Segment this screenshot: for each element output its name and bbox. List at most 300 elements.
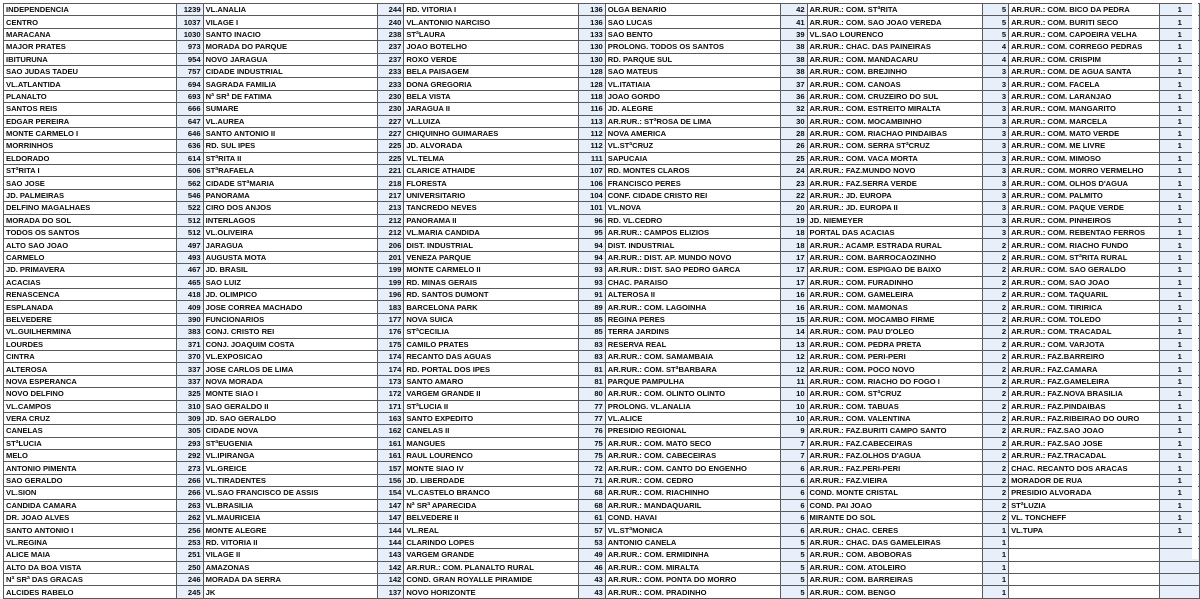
neighborhood-name-cell: COND. HAVAI: [605, 512, 780, 524]
neighborhood-name-cell: JD. LIBERDADE: [404, 474, 579, 486]
table-row: [4, 536, 1200, 548]
neighborhood-name-cell: AR.RUR.: FAZ.SERRA VERDE: [807, 177, 982, 189]
table-row: [4, 264, 1200, 276]
count-cell: 6: [781, 487, 807, 499]
count-cell: 3: [982, 177, 1008, 189]
neighborhood-name-cell: VL.SION: [4, 487, 177, 499]
count-cell: 3: [982, 214, 1008, 226]
count-cell: 1: [1160, 450, 1200, 462]
count-cell: 2: [982, 301, 1008, 313]
neighborhood-name-cell: AR.RUR.: COM. RIACHAO PINDAIBAS: [807, 127, 982, 139]
count-cell: 130: [579, 41, 606, 53]
count-cell: 46: [579, 561, 606, 573]
neighborhood-name-cell: VERA CRUZ: [4, 412, 177, 424]
neighborhood-name-cell: AR.RUR.: COM. VARJOTA: [1009, 338, 1160, 350]
table-row: [4, 586, 1200, 598]
neighborhood-name-cell: AR.RUR.: COM. ATOLEIRO: [807, 561, 982, 573]
count-cell: 94: [579, 239, 606, 251]
neighborhood-name-cell: AR.RUR.: COM. PINHEIROS: [1009, 214, 1160, 226]
count-cell: 173: [377, 375, 404, 387]
neighborhood-name-cell: VL.CAMPOS: [4, 400, 177, 412]
count-cell: 163: [377, 412, 404, 424]
count-cell: 71: [579, 474, 606, 486]
neighborhood-name-cell: AR.RUR.: COM. SAO JOAO: [1009, 276, 1160, 288]
count-cell: 546: [176, 189, 203, 201]
neighborhood-name-cell: ANTONIO CANELA: [605, 536, 780, 548]
count-cell: 666: [176, 103, 203, 115]
neighborhood-name-cell: ALTO DA BOA VISTA: [4, 561, 177, 573]
count-cell: 1: [1160, 214, 1200, 226]
table-row: [4, 301, 1200, 313]
neighborhood-name-cell: AR.RUR.: FAZ.CAMARA: [1009, 363, 1160, 375]
neighborhood-name-cell: AR.RUR.: COM. GAMELEIRA: [807, 288, 982, 300]
table-row: [4, 189, 1200, 201]
count-cell: 2: [982, 338, 1008, 350]
neighborhood-name-cell: VL.ITATIAIA: [605, 78, 780, 90]
neighborhood-name-cell: ALTO SAO JOAO: [4, 239, 177, 251]
table-row: [4, 103, 1200, 115]
count-cell: 49: [579, 549, 606, 561]
neighborhood-name-cell: MORRINHOS: [4, 140, 177, 152]
count-cell: 83: [579, 338, 606, 350]
count-cell: 2: [982, 512, 1008, 524]
count-cell: 217: [377, 189, 404, 201]
neighborhood-name-cell: VARGEM GRANDE: [404, 549, 579, 561]
neighborhood-name-cell: JOAO GORDO: [605, 90, 780, 102]
table-row: [4, 152, 1200, 164]
count-cell: 2: [982, 363, 1008, 375]
count-cell: 3: [982, 189, 1008, 201]
count-cell: 17: [781, 264, 807, 276]
neighborhood-name-cell: AR.RUR.: STªROSA DE LIMA: [605, 115, 780, 127]
neighborhood-name-cell: NOVA AMERICA: [605, 127, 780, 139]
table-row: [4, 177, 1200, 189]
count-cell: 1: [1160, 388, 1200, 400]
neighborhood-name-cell: SAO GERALDO II: [203, 400, 377, 412]
count-cell: 2: [982, 462, 1008, 474]
neighborhood-name-cell: AR.RUR.: FAZ.OLHOS D'AGUA: [807, 450, 982, 462]
count-cell: 213: [377, 202, 404, 214]
count-cell: 337: [176, 363, 203, 375]
count-cell: 22: [781, 189, 807, 201]
count-cell: 253: [176, 536, 203, 548]
count-cell: 104: [579, 189, 606, 201]
count-cell: 1: [1160, 65, 1200, 77]
neighborhood-name-cell: COND. GRAN ROYALLE PIRAMIDE: [404, 573, 579, 585]
count-cell: 57: [579, 524, 606, 536]
neighborhood-name-cell: RD. SANTOS DUMONT: [404, 288, 579, 300]
neighborhood-name-cell: VILAGE II: [203, 549, 377, 561]
neighborhood-name-cell: RD. SUL IPES: [203, 140, 377, 152]
neighborhood-name-cell: AR.RUR.: FAZ.BURITI CAMPO SANTO: [807, 425, 982, 437]
count-cell: 25: [781, 152, 807, 164]
count-cell: 1: [982, 561, 1008, 573]
neighborhood-name-cell: AR.RUR.: FAZ.CABECEIRAS: [807, 437, 982, 449]
count-cell: 12: [781, 363, 807, 375]
count-cell: 230: [377, 103, 404, 115]
neighborhood-name-cell: AR.RUR.: COM. TAQUARIL: [1009, 288, 1160, 300]
neighborhood-name-cell: FUNCIONARIOS: [203, 313, 377, 325]
table-row: [4, 549, 1200, 561]
neighborhood-name-cell: VARGEM GRANDE II: [404, 388, 579, 400]
count-cell: 512: [176, 227, 203, 239]
neighborhood-name-cell: JD. ALVORADA: [404, 140, 579, 152]
neighborhood-name-cell: AR.RUR.: COM. RIACHO DO FOGO I: [807, 375, 982, 387]
neighborhood-name-cell: RD. MINAS GERAIS: [404, 276, 579, 288]
count-cell: 233: [377, 65, 404, 77]
count-cell: 1: [1160, 524, 1200, 536]
neighborhood-name-cell: VL.MAURICEIA: [203, 512, 377, 524]
neighborhood-name-cell: ESPLANADA: [4, 301, 177, 313]
count-cell: 757: [176, 65, 203, 77]
neighborhood-name-cell: AR.RUR.: COM. REBENTAO FERROS: [1009, 227, 1160, 239]
table-row: [4, 462, 1200, 474]
count-cell: 240: [377, 16, 404, 28]
count-cell: 106: [579, 177, 606, 189]
neighborhood-name-cell: AR.RUR.: COM. VACA MORTA: [807, 152, 982, 164]
neighborhood-name-cell: DONA GREGORIA: [404, 78, 579, 90]
neighborhood-name-cell: AR.RUR.: COM. MARCELA: [1009, 115, 1160, 127]
neighborhood-name-cell: AR.RUR.: COM. MIMOSO: [1009, 152, 1160, 164]
count-cell: 409: [176, 301, 203, 313]
count-cell: 1: [1160, 28, 1200, 40]
table-row: [4, 412, 1200, 424]
neighborhood-name-cell: VL.EXPOSICAO: [203, 350, 377, 362]
count-cell: 266: [176, 474, 203, 486]
count-cell: 3: [982, 202, 1008, 214]
neighborhood-name-cell: RESERVA REAL: [605, 338, 780, 350]
table-row: [4, 524, 1200, 536]
neighborhood-name-cell: VL.LUIZA: [404, 115, 579, 127]
count-cell: 256: [176, 524, 203, 536]
count-cell: 177: [377, 313, 404, 325]
neighborhood-name-cell: SAO JUDAS TADEU: [4, 65, 177, 77]
count-cell: 225: [377, 152, 404, 164]
neighborhood-name-cell: AR.RUR.: FAZ.RIBEIRAO DO OURO: [1009, 412, 1160, 424]
count-cell: 6: [781, 474, 807, 486]
neighborhood-name-cell: ALICE MAIA: [4, 549, 177, 561]
neighborhood-name-cell: AR.RUR.: COM. CORREGO PEDRAS: [1009, 41, 1160, 53]
count-cell: 2: [982, 288, 1008, 300]
neighborhood-name-cell: AR.RUR.: COM. CAPOEIRA VELHA: [1009, 28, 1160, 40]
neighborhood-name-cell: AR.RUR.: COM. BARROCAOZINHO: [807, 251, 982, 263]
count-cell: 43: [579, 573, 606, 585]
neighborhood-name-cell: VL.SAO LOURENCO: [807, 28, 982, 40]
count-cell: 1: [1160, 338, 1200, 350]
neighborhood-name-cell: AR.RUR.: COM. BENGO: [807, 586, 982, 598]
neighborhood-name-cell: RD. VITORIA I: [404, 4, 579, 16]
sheet-right-edge: [1192, 3, 1198, 559]
count-cell: 1: [1160, 301, 1200, 313]
neighborhood-name-cell: MONTE SIAO I: [203, 388, 377, 400]
count-cell: 227: [377, 115, 404, 127]
table-row: [4, 313, 1200, 325]
count-cell: 85: [579, 326, 606, 338]
neighborhood-name-cell: CANDIDA CAMARA: [4, 499, 177, 511]
neighborhood-name-cell: MONTE CARMELO I: [4, 127, 177, 139]
count-cell: 53: [579, 536, 606, 548]
neighborhood-name-cell: NOVO HORIZONTE: [404, 586, 579, 598]
table-row: [4, 425, 1200, 437]
neighborhood-name-cell: MARACANA: [4, 28, 177, 40]
neighborhood-name-cell: VL.NOVA: [605, 202, 780, 214]
neighborhood-name-cell: STªRITA I: [4, 165, 177, 177]
count-cell: 2: [982, 400, 1008, 412]
table-row: [4, 239, 1200, 251]
count-cell: 3: [982, 115, 1008, 127]
neighborhood-name-cell: BELA PAISAGEM: [404, 65, 579, 77]
neighborhood-name-cell: STªLAURA: [404, 28, 579, 40]
count-cell: 1: [982, 524, 1008, 536]
count-cell: 2: [982, 276, 1008, 288]
count-cell: 245: [176, 586, 203, 598]
neighborhood-name-cell: AR.RUR.: COM. BURITI SECO: [1009, 16, 1160, 28]
neighborhood-name-cell: AR.RUR.: COM. STªCRUZ: [807, 388, 982, 400]
count-cell: 1: [1160, 462, 1200, 474]
count-cell: 199: [377, 264, 404, 276]
count-cell: 38: [781, 53, 807, 65]
neighborhood-name-cell: VL.ALICE: [605, 412, 780, 424]
neighborhood-name-cell: AR.RUR.: COM. BICO DA PEDRA: [1009, 4, 1160, 16]
count-cell: 176: [377, 326, 404, 338]
count-cell: 5: [781, 586, 807, 598]
count-cell: 465: [176, 276, 203, 288]
count-cell: 42: [781, 4, 807, 16]
neighborhood-name-cell: NOVA ESPERANCA: [4, 375, 177, 387]
count-cell: 2: [982, 499, 1008, 511]
count-cell: 112: [579, 127, 606, 139]
count-cell: 1: [1160, 313, 1200, 325]
count-cell: 77: [579, 412, 606, 424]
count-cell: 144: [377, 536, 404, 548]
count-cell: 2: [982, 412, 1008, 424]
count-cell: 1: [1160, 115, 1200, 127]
count-cell: 292: [176, 450, 203, 462]
neighborhood-name-cell: SANTO INACIO: [203, 28, 377, 40]
table-row: [4, 388, 1200, 400]
neighborhood-name-cell: AR.RUR.: COM. ME LIVRE: [1009, 140, 1160, 152]
neighborhood-name-cell: VL.ANALIA: [203, 4, 377, 16]
neighborhood-name-cell: JD. ALEGRE: [605, 103, 780, 115]
neighborhood-name-cell: STªCECILIA: [404, 326, 579, 338]
table-row: [4, 227, 1200, 239]
count-cell: 3: [982, 127, 1008, 139]
neighborhood-name-cell: AR.RUR.: FAZ.PERI-PERI: [807, 462, 982, 474]
count-cell: 68: [579, 499, 606, 511]
count-cell: 2: [982, 239, 1008, 251]
count-cell: 144: [377, 524, 404, 536]
neighborhood-name-cell: IBITURUNA: [4, 53, 177, 65]
neighborhood-name-cell: VL.STªMONICA: [605, 524, 780, 536]
neighborhood-name-cell: AR.RUR.: JD. EUROPA II: [807, 202, 982, 214]
count-cell: 1: [982, 586, 1008, 598]
count-cell: 1: [1160, 288, 1200, 300]
neighborhood-name-cell: CARMELO: [4, 251, 177, 263]
count-cell: 80: [579, 388, 606, 400]
count-cell: 143: [377, 549, 404, 561]
neighborhood-name-cell: FRANCISCO PERES: [605, 177, 780, 189]
table-row: [4, 276, 1200, 288]
count-cell: 17: [781, 251, 807, 263]
neighborhood-name-cell: CONJ. JOAQUIM COSTA: [203, 338, 377, 350]
count-cell: 161: [377, 437, 404, 449]
count-cell: 147: [377, 512, 404, 524]
count-cell: 418: [176, 288, 203, 300]
count-cell: 68: [579, 487, 606, 499]
neighborhood-name-cell: AR.RUR.: COM. SAMAMBAIA: [605, 350, 780, 362]
neighborhood-name-cell: AR.RUR.: COM. MANGARITO: [1009, 103, 1160, 115]
count-cell: 2: [982, 487, 1008, 499]
count-cell: 250: [176, 561, 203, 573]
count-cell: 1: [1160, 127, 1200, 139]
neighborhood-name-cell: AR.RUR.: COM. POCO NOVO: [807, 363, 982, 375]
count-cell: 175: [377, 338, 404, 350]
table-row: [4, 251, 1200, 263]
count-cell: 614: [176, 152, 203, 164]
count-cell: 5: [781, 536, 807, 548]
neighborhood-name-cell: AR.RUR.: COM. ERMIDINHA: [605, 549, 780, 561]
table-row: [4, 326, 1200, 338]
count-cell: 1037: [176, 16, 203, 28]
count-cell: 246: [176, 573, 203, 585]
count-cell: 75: [579, 437, 606, 449]
count-cell: 1: [1160, 512, 1200, 524]
count-cell: 16: [781, 288, 807, 300]
count-cell: 96: [579, 214, 606, 226]
neighborhood-name-cell: DELFINO MAGALHAES: [4, 202, 177, 214]
count-cell: 174: [377, 350, 404, 362]
count-cell: 2: [982, 251, 1008, 263]
neighborhood-name-cell: VL.AUREA: [203, 115, 377, 127]
neighborhood-name-cell: VL.OLIVEIRA: [203, 227, 377, 239]
neighborhood-name-cell: [1009, 586, 1160, 598]
neighborhood-name-cell: AR.RUR.: COM. BARREIRAS: [807, 573, 982, 585]
count-cell: 85: [579, 313, 606, 325]
neighborhood-name-cell: AR.RUR.: COM. PRADINHO: [605, 586, 780, 598]
count-cell: 1: [982, 536, 1008, 548]
neighborhood-name-cell: AR.RUR.: FAZ.SAO JOAO: [1009, 425, 1160, 437]
neighborhood-name-cell: RECANTO DAS AGUAS: [404, 350, 579, 362]
count-cell: 1: [1160, 177, 1200, 189]
count-cell: 218: [377, 177, 404, 189]
table-row: [4, 127, 1200, 139]
count-cell: 116: [579, 103, 606, 115]
neighborhood-name-cell: AR.RUR.: COM. PERI-PERI: [807, 350, 982, 362]
count-cell: 1: [1160, 400, 1200, 412]
count-cell: 183: [377, 301, 404, 313]
neighborhood-name-cell: AR.RUR.: COM. FURADINHO: [807, 276, 982, 288]
count-cell: 325: [176, 388, 203, 400]
count-cell: 5: [982, 28, 1008, 40]
count-cell: 305: [176, 425, 203, 437]
neighborhood-name-cell: ANTONIO PIMENTA: [4, 462, 177, 474]
table-row: [4, 4, 1200, 16]
neighborhood-name-cell: VENEZA PARQUE: [404, 251, 579, 263]
neighborhood-name-cell: AR.RUR.: COM. MOCAMBINHO: [807, 115, 982, 127]
count-cell: 91: [579, 288, 606, 300]
count-cell: 1: [1160, 487, 1200, 499]
count-cell: 28: [781, 127, 807, 139]
neighborhood-name-cell: PROLONG. VL.ANALIA: [605, 400, 780, 412]
count-cell: 2: [982, 388, 1008, 400]
neighborhood-name-cell: DR. JOAO ALVES: [4, 512, 177, 524]
neighborhood-name-cell: AR.RUR.: COM. SAO GERALDO: [1009, 264, 1160, 276]
neighborhood-name-cell: CINTRA: [4, 350, 177, 362]
count-cell: 43: [579, 586, 606, 598]
count-cell: 10: [781, 400, 807, 412]
neighborhood-name-cell: MORADOR DE RUA: [1009, 474, 1160, 486]
neighborhood-name-cell: TANCREDO NEVES: [404, 202, 579, 214]
table-body: [4, 4, 1200, 599]
table-row: [4, 288, 1200, 300]
count-cell: 156: [377, 474, 404, 486]
neighborhood-name-cell: AR.RUR.: COM. MATO VERDE: [1009, 127, 1160, 139]
neighborhood-name-cell: TODOS OS SANTOS: [4, 227, 177, 239]
count-cell: 136: [579, 16, 606, 28]
count-cell: 562: [176, 177, 203, 189]
table-row: [4, 140, 1200, 152]
neighborhood-name-cell: MORADA DA SERRA: [203, 573, 377, 585]
count-cell: 6: [781, 524, 807, 536]
count-cell: 647: [176, 115, 203, 127]
neighborhood-name-cell: AR.RUR.: COM. MAMONAS: [807, 301, 982, 313]
neighborhood-name-cell: DIST. INDUSTRIAL: [605, 239, 780, 251]
neighborhood-name-cell: AR.RUR.: FAZ.GAMELEIRA: [1009, 375, 1160, 387]
count-cell: 1: [1160, 350, 1200, 362]
count-cell: 26: [781, 140, 807, 152]
neighborhood-name-cell: Nª SRª APARECIDA: [404, 499, 579, 511]
neighborhood-name-cell: SANTO AMARO: [404, 375, 579, 387]
count-cell: 2: [982, 326, 1008, 338]
neighborhood-name-cell: ROXO VERDE: [404, 53, 579, 65]
neighborhood-name-cell: AR.RUR.: COM. ESPIGAO DE BAIXO: [807, 264, 982, 276]
count-cell: 1: [1160, 165, 1200, 177]
count-cell: 467: [176, 264, 203, 276]
count-cell: 6: [781, 499, 807, 511]
count-cell: 2: [982, 313, 1008, 325]
count-cell: 383: [176, 326, 203, 338]
neighborhood-name-cell: AR.RUR.: COM. RIACHINHO: [605, 487, 780, 499]
neighborhood-name-cell: AR.RUR.: COM. TABUAS: [807, 400, 982, 412]
count-cell: 238: [377, 28, 404, 40]
neighborhood-name-cell: AR.RUR.: COM. MORRO VERMELHO: [1009, 165, 1160, 177]
count-cell: 137: [377, 586, 404, 598]
count-cell: 233: [377, 78, 404, 90]
count-cell: 4: [982, 41, 1008, 53]
neighborhood-name-cell: JOSE CARLOS DE LIMA: [203, 363, 377, 375]
count-cell: 154: [377, 487, 404, 499]
count-cell: 6: [781, 462, 807, 474]
count-cell: 1: [1160, 78, 1200, 90]
count-cell: 5: [781, 549, 807, 561]
count-cell: 147: [377, 499, 404, 511]
neighborhood-name-cell: Nª SRª DE FATIMA: [203, 90, 377, 102]
table-row: [4, 573, 1200, 585]
neighborhood-name-cell: AR.RUR.: COM. SAO JOAO VEREDA: [807, 16, 982, 28]
neighborhood-name-cell: VL.ANTONIO NARCISO: [404, 16, 579, 28]
count-cell: 954: [176, 53, 203, 65]
count-cell: 111: [579, 152, 606, 164]
count-cell: 4: [982, 53, 1008, 65]
count-cell: 118: [579, 90, 606, 102]
neighborhood-name-cell: MIRANTE DO SOL: [807, 512, 982, 524]
neighborhood-name-cell: AR.RUR.: MANDAQUARIL: [605, 499, 780, 511]
neighborhood-name-cell: STªEUGENIA: [203, 437, 377, 449]
neighborhood-name-cell: VL.SAO FRANCISCO DE ASSIS: [203, 487, 377, 499]
neighborhood-name-cell: PLANALTO: [4, 90, 177, 102]
count-cell: 3: [982, 165, 1008, 177]
neighborhood-name-cell: STªLUCIA: [4, 437, 177, 449]
